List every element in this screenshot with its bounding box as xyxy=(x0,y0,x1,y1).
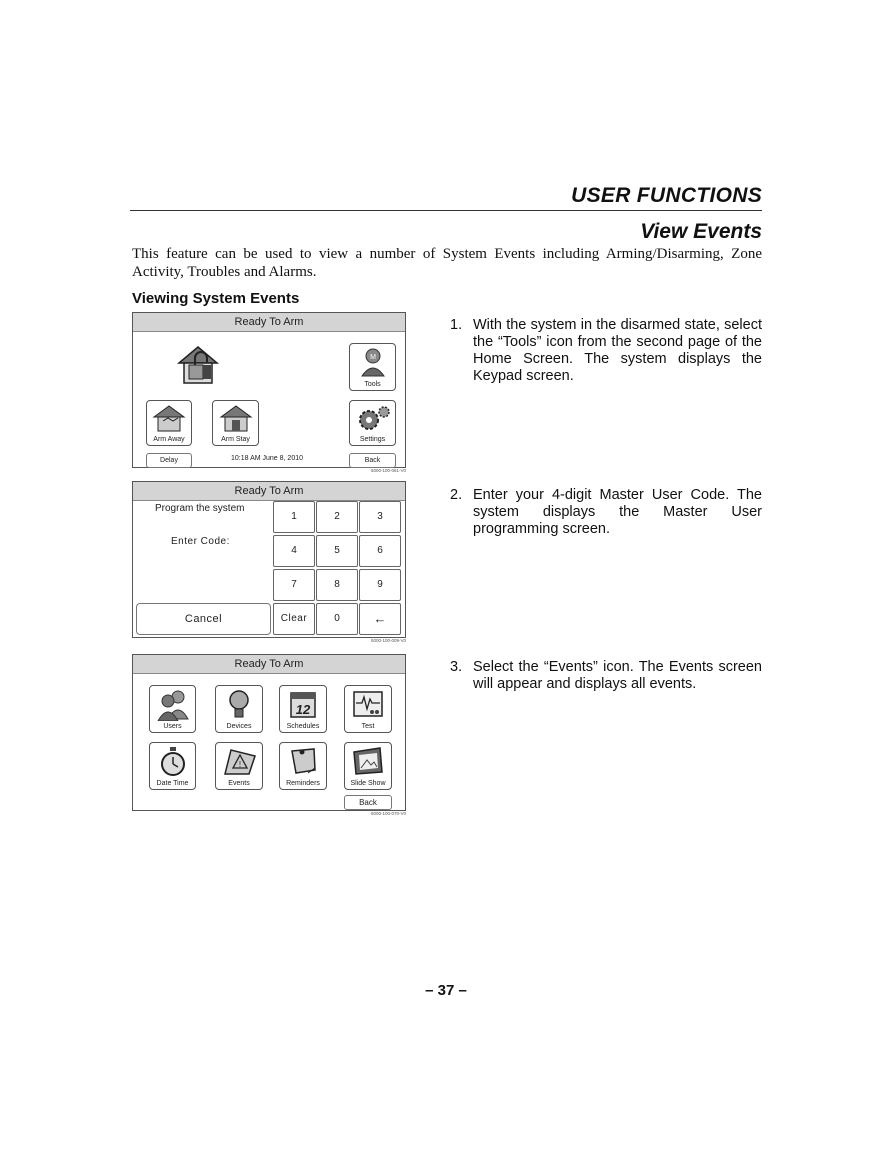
house-arm-stay-icon xyxy=(218,404,254,432)
tools-icon xyxy=(360,347,386,377)
arm-away-button[interactable]: Arm Away xyxy=(146,400,192,446)
keypad-screen-figure xyxy=(132,481,406,638)
status-bar: Ready To Arm xyxy=(133,313,405,332)
step-1: 1. With the system in the disarmed state, select the “Tools” icon from the second page of the Home Screen. The system displays the Keypad screen. xyxy=(450,317,762,384)
picture-frame-icon xyxy=(351,746,385,776)
key-5[interactable]: 5 xyxy=(316,535,358,567)
svg-text:!: ! xyxy=(238,760,242,769)
figure-ref: 5000-100-061-V0 xyxy=(370,468,406,473)
calendar-icon xyxy=(288,689,318,719)
clear-key[interactable]: Clear xyxy=(273,603,315,635)
figure-ref: 5000-100-009-V0 xyxy=(370,638,406,643)
events-button[interactable]: ! Events xyxy=(215,742,263,790)
key-9[interactable]: 9 xyxy=(359,569,401,601)
status-bar: Ready To Arm xyxy=(133,655,405,674)
key-0[interactable]: 0 xyxy=(316,603,358,635)
date-time-display: 10:18 AM June 8, 2010 xyxy=(231,455,303,462)
program-prompt: Program the system xyxy=(155,503,245,514)
users-icon xyxy=(156,689,190,721)
svg-text:M: M xyxy=(369,354,376,361)
back-button[interactable]: Back xyxy=(344,795,392,810)
stopwatch-icon xyxy=(159,746,187,778)
house-arm-away-icon xyxy=(151,404,187,432)
step-3: 3. Select the “Events” icon. The Events screen will appear and displays all events. xyxy=(450,659,762,692)
page-number: – 37 – xyxy=(425,982,467,999)
key-1[interactable]: 1 xyxy=(273,501,315,533)
key-6[interactable]: 6 xyxy=(359,535,401,567)
backspace-key[interactable]: ← xyxy=(359,603,401,635)
gear-icon xyxy=(353,404,393,432)
status-bar: Ready To Arm xyxy=(133,482,405,501)
key-2[interactable]: 2 xyxy=(316,501,358,533)
tools-screen-figure xyxy=(132,654,406,811)
step-2: 2. Enter your 4-digit Master User Code. The system displays the Master User programming screen. xyxy=(450,487,762,537)
intro-paragraph: This feature can be used to view a number of System Events including Arming/Disarming, Zone Activity, Troubles and Alarms. xyxy=(132,246,762,280)
arm-stay-button[interactable]: Arm Stay xyxy=(212,400,259,446)
schedules-button[interactable]: 12 Schedules xyxy=(279,685,327,733)
test-button[interactable]: Test xyxy=(344,685,392,733)
figure-ref: 5000-100-070-V0 xyxy=(370,811,406,816)
back-button[interactable]: Back xyxy=(349,453,396,468)
slide-show-button[interactable]: Slide Show xyxy=(344,742,392,790)
cancel-button[interactable]: Cancel xyxy=(136,603,271,635)
reminders-button[interactable]: Reminders xyxy=(279,742,327,790)
users-button[interactable]: Users xyxy=(149,685,196,733)
svg-text:12: 12 xyxy=(295,702,311,717)
topic-title: View Events xyxy=(640,220,762,243)
header-rule xyxy=(130,210,762,211)
delay-button[interactable]: Delay xyxy=(146,453,192,468)
test-meter-icon xyxy=(352,689,384,719)
key-8[interactable]: 8 xyxy=(316,569,358,601)
lightbulb-icon xyxy=(227,689,251,721)
devices-button[interactable]: Devices xyxy=(215,685,263,733)
settings-button[interactable]: Settings xyxy=(349,400,396,446)
sticky-note-icon xyxy=(288,746,318,776)
warning-sign-icon xyxy=(221,746,257,776)
date-time-button[interactable]: Date Time xyxy=(149,742,196,790)
key-3[interactable]: 3 xyxy=(359,501,401,533)
key-4[interactable]: 4 xyxy=(273,535,315,567)
tools-button[interactable]: M Tools xyxy=(349,343,396,391)
subheading: Viewing System Events xyxy=(132,290,300,307)
key-7[interactable]: 7 xyxy=(273,569,315,601)
house-lock-icon xyxy=(175,343,221,385)
enter-code-label: Enter Code: xyxy=(171,536,230,547)
home-screen-figure xyxy=(132,312,406,468)
section-title: USER FUNCTIONS xyxy=(571,184,762,207)
